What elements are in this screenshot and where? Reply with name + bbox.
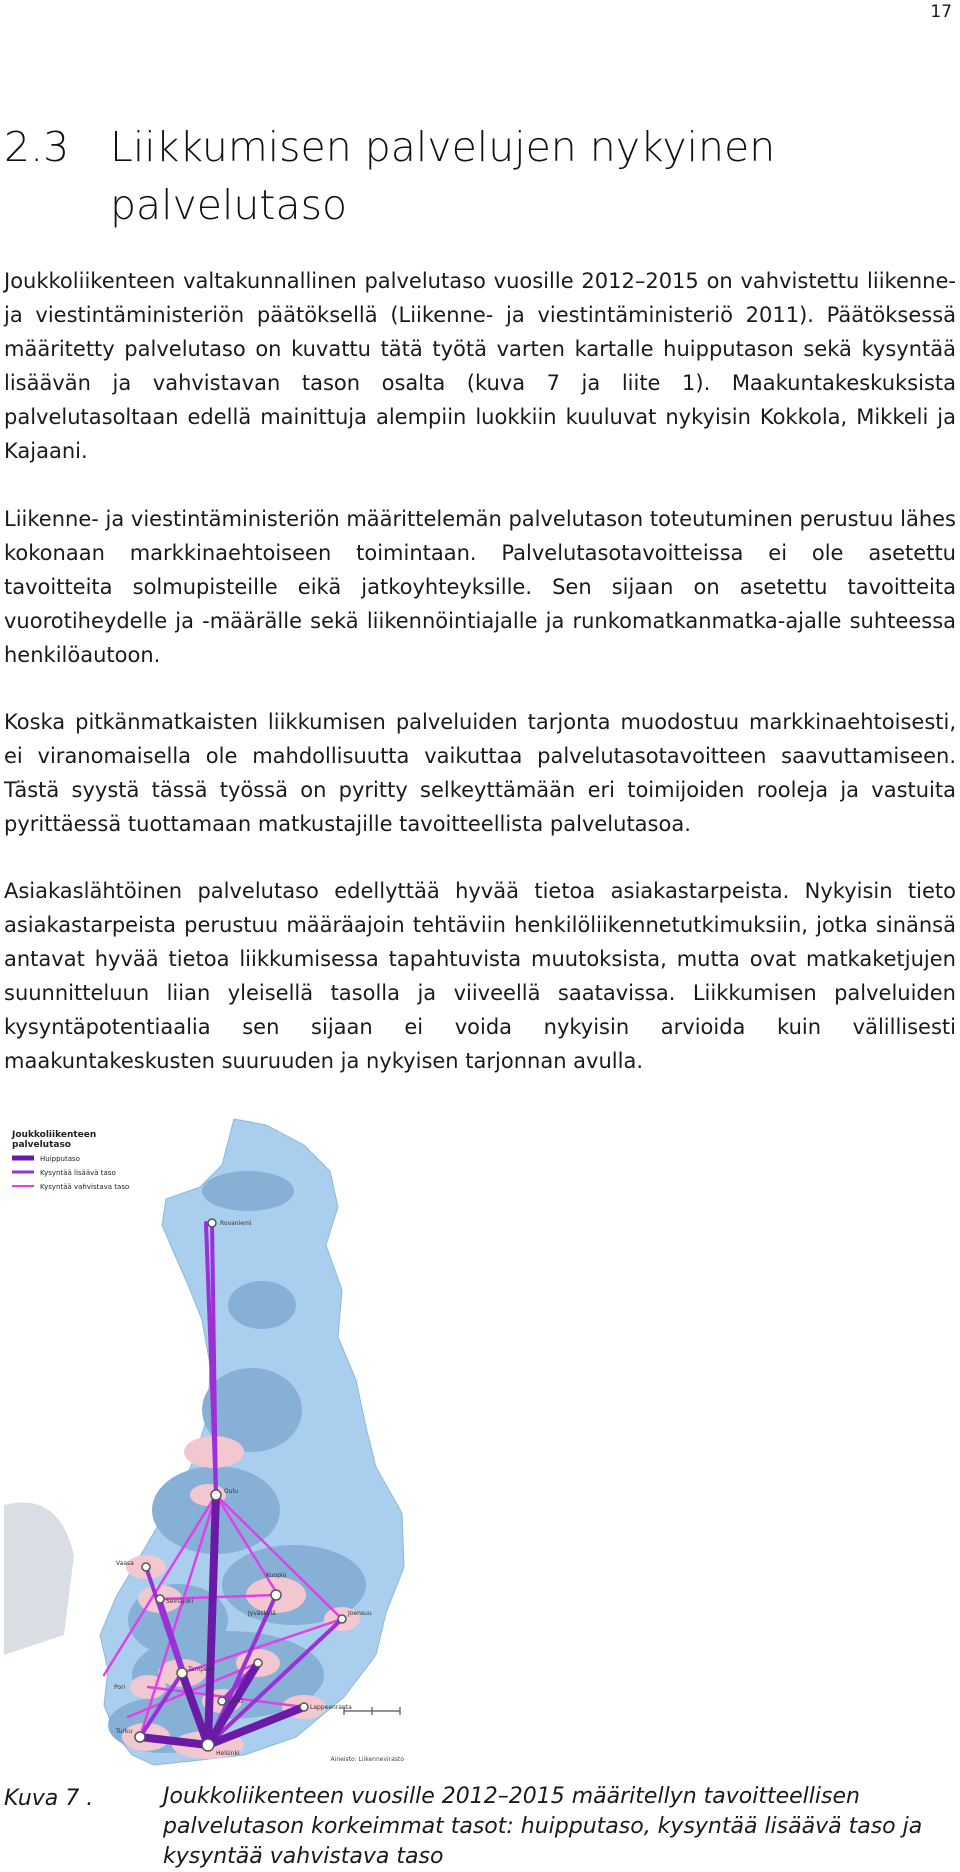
finland-transit-map	[4, 1115, 408, 1767]
city-label: Tampere	[188, 1666, 214, 1673]
legend-label-increase: Kysyntää lisäävä taso	[40, 1169, 116, 1177]
section-number: 2.3	[4, 123, 70, 171]
city-label: Turku	[116, 1728, 133, 1735]
city-label: Rovaniemi	[220, 1220, 252, 1227]
legend-label-top: Huipputaso	[40, 1155, 80, 1163]
paragraph-2: Liikenne- ja viestintäministeriön määrittelemän palvelutason toteutuminen perustuu lähes kokonaan markkinaehtoiseen toimintaan. Palvelutasotavoitteissa ei ole asetettu tavoitteita solmupisteille eikä jatkoyhteyksille. Sen sijaan on asetettu tavoitteita vuorotiheydelle ja -määrälle sekä liikennöintiajalle ja runkomatkanmatka-ajalle suhteessa henkilöautoon.	[4, 507, 956, 667]
city-label: Jyväskylä	[248, 1610, 276, 1617]
legend-label-support: Kysyntää vahvistava taso	[40, 1183, 130, 1191]
paragraph-1: Joukkoliikenteen valtakunnallinen palvelutaso vuosille 2012–2015 on vahvistettu liikenne- ja viestintäministeriön päätöksellä (Liikenne- ja viestintäministeriö 2011). Päätöksessä määritetty palvelutaso on kuvattu tätä työtä varten kartalle huipputason sekä kysyntää lisäävän ja vahvistavan tason osalta (kuva 7 ja liite 1). Maakuntakeskuksista palvelutasoltaan edellä mainittuja alempiin luokkiin kuuluvat nykyisin Kokkola, Mikkeli ja Kajaani.	[4, 269, 956, 463]
figure-caption-label: Kuva 7 .	[4, 1786, 94, 1811]
section-title: Liikkumisen palvelujen nykyinen palvelutaso	[110, 123, 776, 229]
figure-caption-text: Joukkoliikenteen vuosille 2012–2015 määritellyn tavoitteellisen palvelutason korkeimmat tasot: huipputaso, kysyntää lisäävä taso ja kysyntää vahvistava taso	[163, 1784, 923, 1869]
city-label: Joensuu	[348, 1610, 372, 1617]
city-label: Pori	[114, 1684, 126, 1691]
city-label: Seinäjoki	[166, 1598, 194, 1605]
map-credit: Aineisto: Liikennevirasto	[330, 1756, 404, 1763]
city-label: Vaasa	[116, 1560, 134, 1567]
city-label: Helsinki	[216, 1750, 240, 1757]
city-label: Kuopio	[266, 1572, 287, 1579]
page-number: 17	[930, 2, 952, 22]
paragraph-3: Koska pitkänmatkaisten liikkumisen palveluiden tarjonta muodostuu markkinaehtoisesti, ei viranomaisella ole mahdollisuutta vaikuttaa palvelutasotavoitteen saavuttamiseen. Tästä syystä tässä työssä on pyritty selkeyttämään eri toimijoiden rooleja ja vastuita pyrittäessä tuottamaan matkustajille tavoitteellista palvelutasoa.	[4, 710, 956, 836]
legend-title: Joukkoliikenteen palvelutaso	[12, 1130, 97, 1150]
city-label: Lappeenranta	[310, 1704, 352, 1711]
city-label: Lahti	[228, 1698, 243, 1705]
city-label: Oulu	[224, 1488, 238, 1495]
paragraph-4: Asiakaslähtöinen palvelutaso edellyttää hyvää tietoa asiakastarpeista. Nykyisin tieto asiakastarpeista perustuu määräajoin tehtäviin henkilöliikennetutkimuksiin, jotka sinänsä antavat hyvää tietoa liikkumisessa tapahtuvista muutoksista, mutta ovat matkaketjujen suunnitteluun liian yleisellä tasolla ja viiveellä saatavissa. Liikkumisen palveluiden kysyntäpotentiaalia sen sijaan ei voida nykyisin arvioida kuin välillisesti maakuntakeskusten suuruuden ja nykyisen tarjonnan avulla.	[4, 879, 956, 1073]
